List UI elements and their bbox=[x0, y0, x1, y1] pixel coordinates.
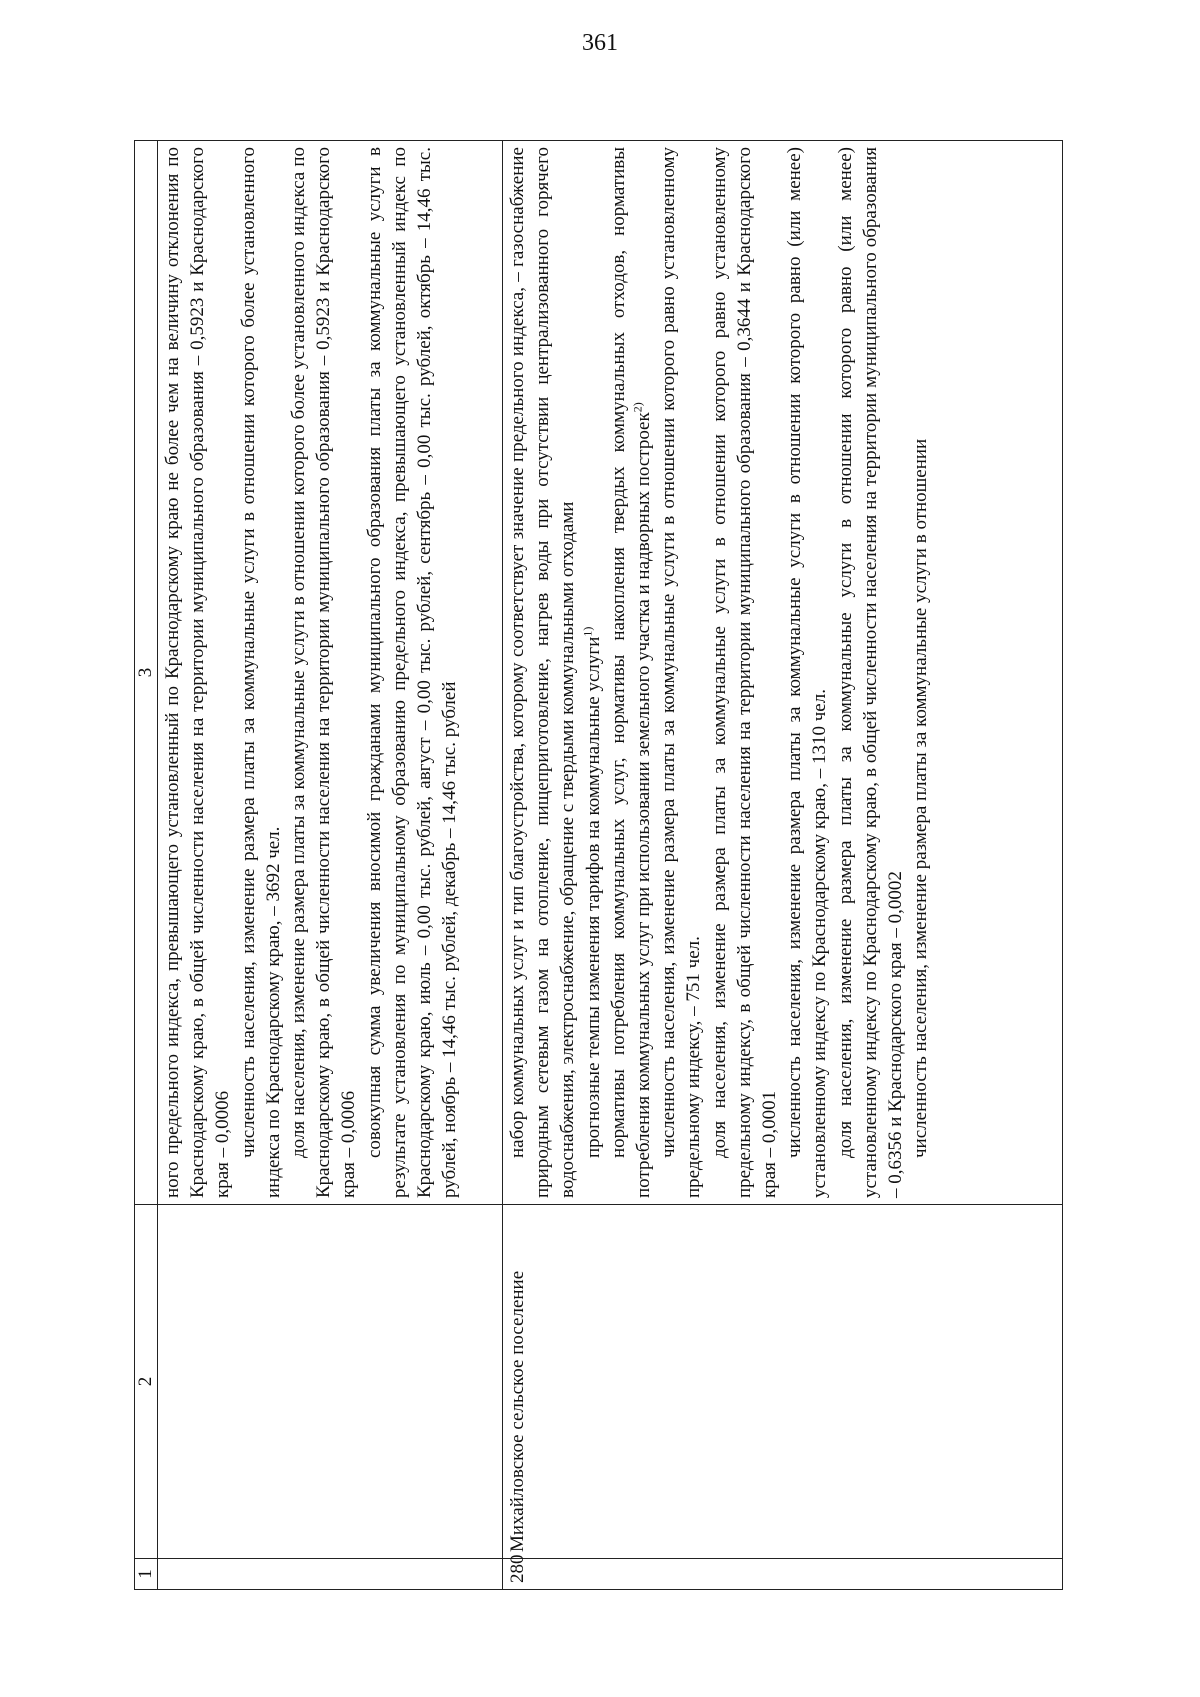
header-col-1: 1 bbox=[135, 1559, 158, 1590]
details-text: нормативы потребления коммунальных услуг, нормативы накопления твердых коммунальных отходов, нормативы потребления коммунальных услуг при использовании земельного участка и надворных построек bbox=[607, 147, 655, 1198]
footnote-mark: 1) bbox=[580, 626, 595, 637]
row-number-cell bbox=[158, 1559, 503, 1590]
details-paragraph: численность населения, изменение размера платы за коммунальные услуги в отношении которого более установленного индекса по Краснодарскому краю, – 3692 чел. bbox=[237, 147, 284, 1198]
rotated-table-container bbox=[134, 140, 1082, 1590]
details-paragraph bbox=[606, 147, 656, 1198]
page-number: 361 bbox=[582, 30, 618, 56]
table-row-280 bbox=[503, 141, 1063, 1590]
settlement-name-cell: Михайловское сельское поселение bbox=[503, 1205, 1063, 1559]
settlement-name-cell bbox=[158, 1205, 503, 1559]
details-cell bbox=[503, 141, 1063, 1205]
header-col-2: 2 bbox=[135, 1205, 158, 1559]
details-paragraph: набор коммунальных услуг и тип благоустройства, которому соответствует значение предельного индекса, – газоснабжение природным сетевым газом на отопление, пищеприготовление, нагрев воды при отсутствии централизованного горячего водоснабжения, электроснабжение, обращение с твердыми коммунальными отходами bbox=[507, 147, 579, 1198]
details-paragraph: численность населения, изменение размера платы за коммунальные услуги в отношении которого равно установленному предельному индексу, – 751 чел. bbox=[658, 147, 705, 1198]
header-col-3: 3 bbox=[135, 141, 158, 1205]
details-paragraph bbox=[581, 147, 606, 1198]
details-paragraph: доля населения, изменение размера платы за коммунальные услуги в отношении которого равно установленному предельному индексу, в общей численности населения на территории муниципального образования – 0,3644 и Краснодарского края – 0,0001 bbox=[708, 147, 781, 1198]
table-header-row bbox=[135, 141, 158, 1590]
row-number-cell: 280 bbox=[503, 1559, 1063, 1590]
details-paragraph: численность населения, изменение размера платы за коммунальные услуги в отношении которого равно (или менее) установленному индексу по Краснодарскому краю, – 1310 чел. bbox=[784, 147, 831, 1198]
table-row-continuation bbox=[158, 141, 503, 1590]
settlements-table bbox=[134, 140, 1063, 1590]
details-paragraph: доля населения, изменение размера платы за коммунальные услуги в отношении которого более установленного индекса по Краснодарскому краю, в общей численности населения на территории муниципального образования – 0,5923 и Краснодарского края – 0,0006 bbox=[288, 147, 360, 1198]
details-text: прогнозные темпы изменения тарифов на коммунальные услуги bbox=[582, 636, 604, 1158]
details-paragraph: доля населения, изменение размера платы за коммунальные услуги в отношении которого равно (или менее) установленному индексу по Краснодарскому краю, в общей численности населения на территории муниципального образования – 0,6356 и Краснодарского края – 0,0002 bbox=[834, 147, 907, 1198]
details-cell bbox=[158, 141, 503, 1205]
details-paragraph: ного предельного индекса, превышающего установленный по Краснодарскому краю не более чем на величину отклонения по Краснодарскому краю, в общей численности населения на территории муниципального образования – 0,5923 и Краснодарского края – 0,0006 bbox=[162, 147, 234, 1198]
details-paragraph: численность населения, изменение размера платы за коммунальные услуги в отношении bbox=[910, 438, 932, 1158]
footnote-mark: 2) bbox=[630, 402, 645, 413]
details-paragraph: совокупная сумма увеличения вносимой гражданами муниципального образования платы за коммунальные услуги в результате установления по муниципальному образованию предельного индекса, превышающего установленный индекс по Краснодарскому краю, июль – 0,00 тыс. рублей, август – 0,00 тыс. рублей, сентябрь – 0,00 тыс. рублей, октябрь – 14,46 тыс. рублей, ноябрь – 14,46 тыс. рублей, декабрь – 14,46 тыс. рублей bbox=[363, 147, 461, 1198]
